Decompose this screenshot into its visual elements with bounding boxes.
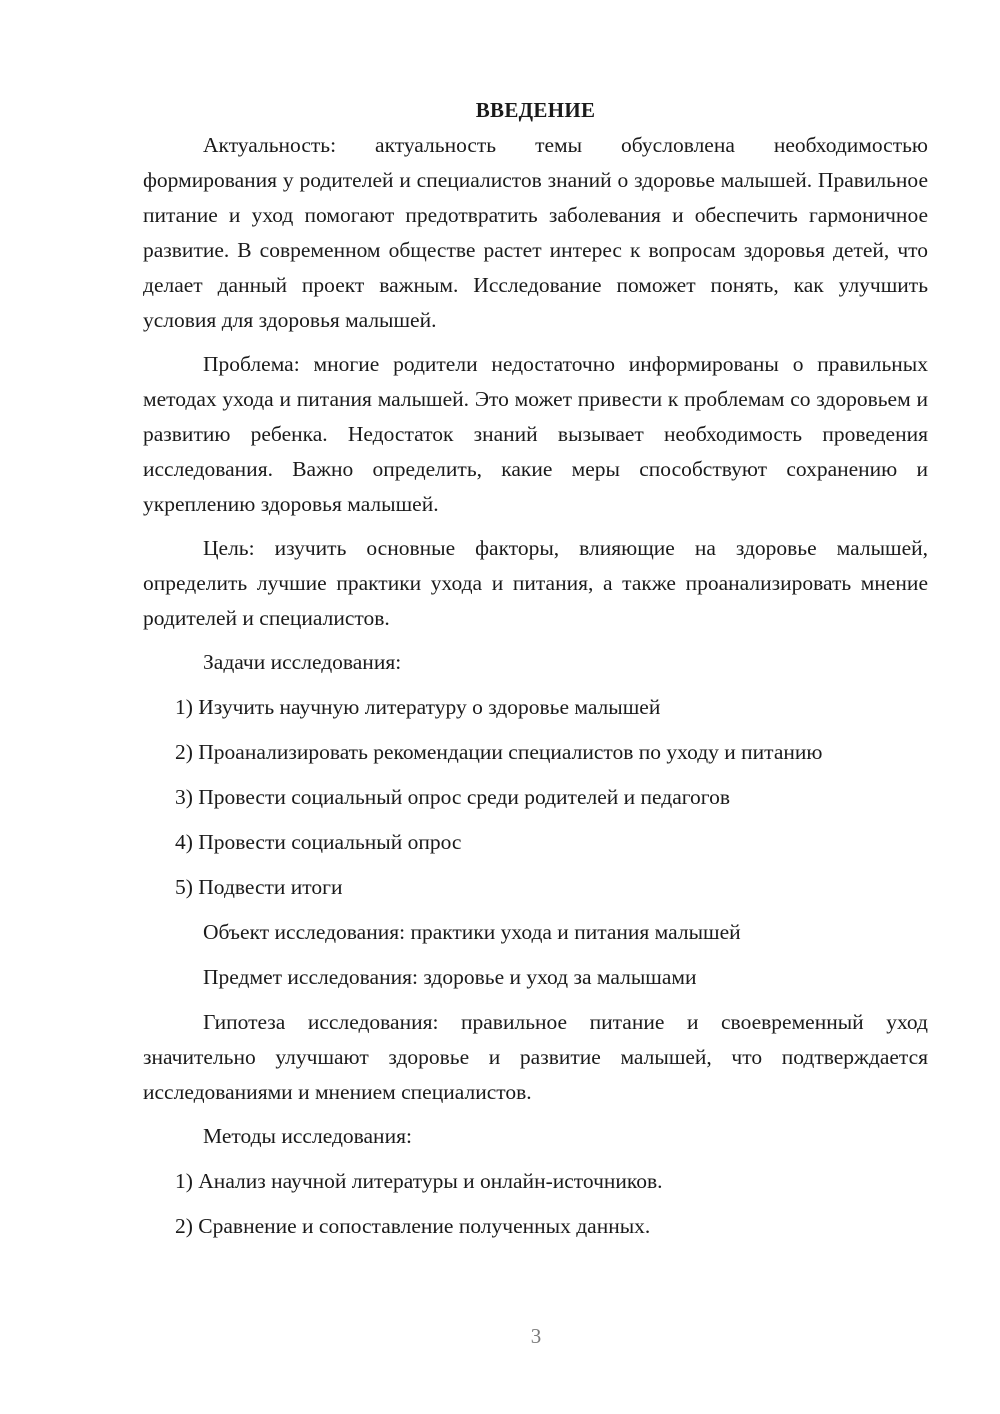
tasks-list bbox=[143, 690, 928, 905]
tasks-heading: Задачи исследования: bbox=[203, 650, 402, 674]
method-item: 2) Сравнение и сопоставление полученных данных. bbox=[175, 1214, 651, 1238]
methods-heading: Методы исследования: bbox=[203, 1124, 412, 1148]
methods-list bbox=[143, 1164, 928, 1244]
task-item: 3) Провести социальный опрос среди родителей и педагогов bbox=[175, 785, 730, 809]
hypothesis-paragraph: Гипотеза исследования: правильное питание и своевременный уход значительно улучшают здоровье и развитие малышей, что подтверждается исследованиями и мнением специалистов. bbox=[143, 1010, 928, 1104]
task-item: 2) Проанализировать рекомендации специалистов по уходу и питанию bbox=[175, 740, 823, 764]
method-item: 1) Анализ научной литературы и онлайн-источников. bbox=[175, 1169, 663, 1193]
page-number: 3 bbox=[530, 1324, 542, 1348]
relevance-paragraph: Актуальность: актуальность темы обусловлена необходимостью формирования у родителей и специалистов знаний о здоровье малышей. Правильное питание и уход помогают предотвратить заболевания и обеспечить гармоничное развитие. В современном обществе растет интерес к вопросам здоровья детей, что делает данный проект важным. Исследование поможет понять, как улучшить условия для здоровья малышей. bbox=[143, 133, 928, 332]
problem-paragraph: Проблема: многие родители недостаточно информированы о правильных методах ухода и питания малышей. Это может привести к проблемам со здоровьем и развитию ребенка. Недостаток знаний вызывает необходимость проведения исследования. Важно определить, какие меры способствуют сохранению и укреплению здоровья малышей. bbox=[143, 352, 928, 516]
task-item: 1) Изучить научную литературу о здоровье малышей bbox=[175, 695, 661, 719]
task-item: 5) Подвести итоги bbox=[175, 875, 343, 899]
section-title: ВВЕДЕНИЕ bbox=[475, 98, 596, 122]
document-page bbox=[143, 96, 928, 1254]
research-subject: Предмет исследования: здоровье и уход за малышами bbox=[203, 965, 697, 989]
task-item: 4) Провести социальный опрос bbox=[175, 830, 462, 854]
goal-paragraph: Цель: изучить основные факторы, влияющие на здоровье малышей, определить лучшие практики ухода и питания, а также проанализировать мнение родителей и специалистов. bbox=[143, 536, 928, 630]
research-object: Объект исследования: практики ухода и питания малышей bbox=[203, 920, 741, 944]
